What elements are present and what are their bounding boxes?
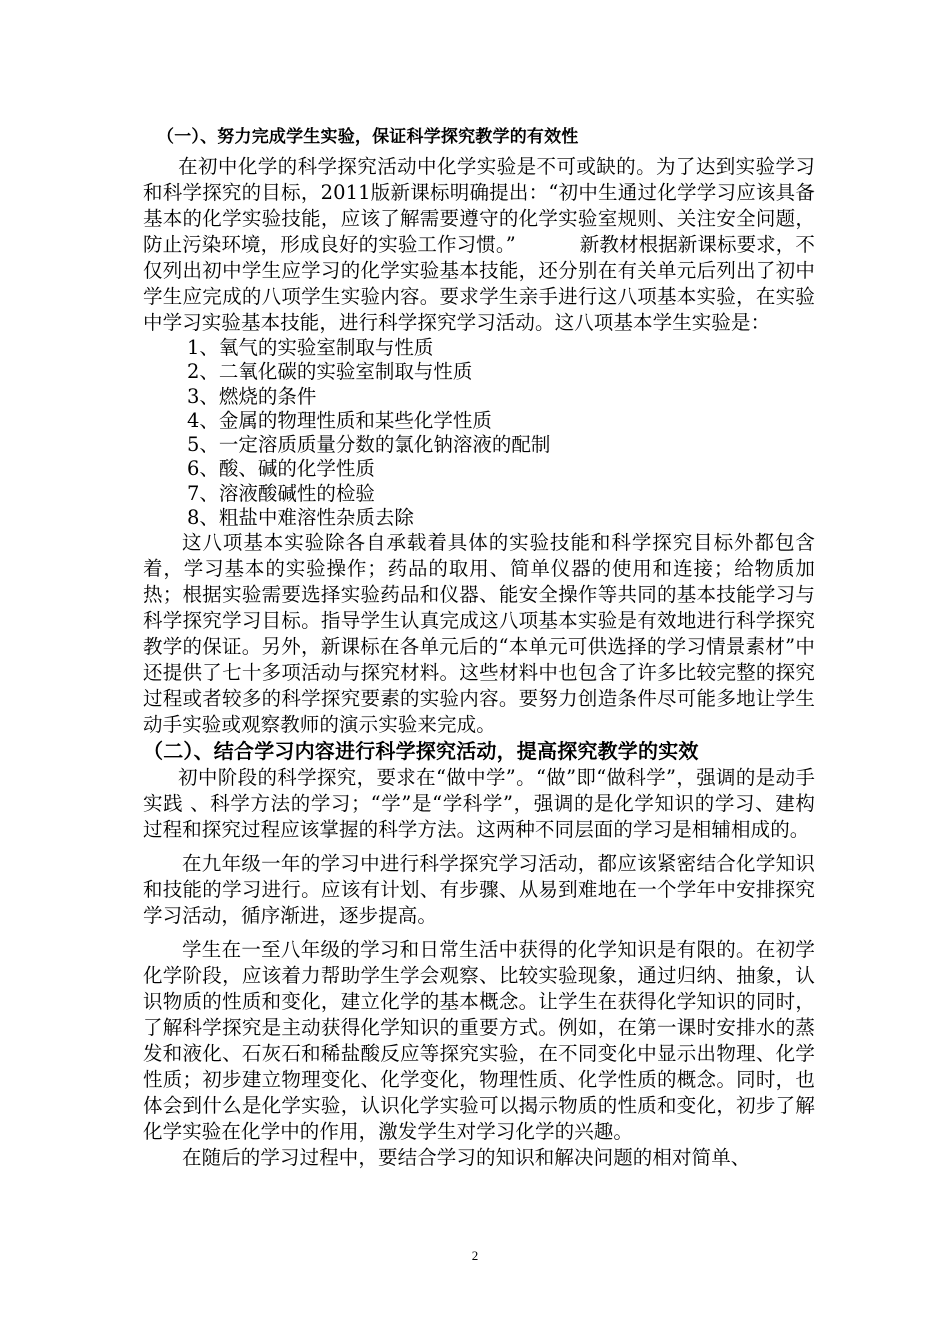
list-item: 8、粗盐中难溶性杂质去除 bbox=[187, 506, 414, 530]
section-1-paragraph-1 bbox=[143, 154, 815, 336]
section-2-paragraph-3: 学生在一至八年级的学习和日常生活中获得的化学知识是有限的。在初学化学阶段，应该着力帮助学生学会观察、比较实验现象，通过归纳、抽象，认识物质的性质和变化，建立化学的基本概念。让学生在获得化学知识的同时，了解科学探究是主动获得化学知识的重要方式。例如，在第一课时安排水的蒸发和液化、石灰石和稀盐酸反应等探究实验，在不同变化中显示出物理、化学性质；初步建立物理变化、化学变化，物理性质、化学性质的概念。同时，也体会到什么是化学实验，认识化学实验可以揭示物质的性质和变化，初步了解化学实验在化学中的作用，激发学生对学习化学的兴趣。 bbox=[143, 938, 815, 1144]
section-2-heading: （二）、结合学习内容进行科学探究活动，提高探究教学的实效 bbox=[143, 739, 699, 764]
list-item: 1、氧气的实验室制取与性质 bbox=[187, 336, 434, 359]
page-number: 2 bbox=[471, 1248, 479, 1263]
section-1-heading: （一）、努力完成学生实验，保证科学探究教学的有效性 bbox=[157, 127, 579, 147]
experiment-list bbox=[143, 336, 815, 530]
list-item: 5、一定溶质质量分数的氯化钠溶液的配制 bbox=[187, 433, 551, 457]
section-2-paragraph-1: 初中阶段的科学探究，要求在“做中学”。“做”即“做科学”，强调的是动手实践 、科学方法的学习；“学”是“学科学”，强调的是化学知识的学习、建构过程和探究过程应该掌握的科学方法。这两种不同层面的学习是相辅相成的。 bbox=[143, 766, 815, 842]
list-item: 6、酸、碱的化学性质 bbox=[187, 457, 375, 481]
section-2-paragraph-2: 在九年级一年的学习中进行科学探究学习活动，都应该紧密结合化学知识和技能的学习进行。应该有计划、有步骤、从易到难地在一个学年中安排探究学习活动，循序渐进，逐步提高。 bbox=[143, 852, 815, 928]
section-2-paragraph-4: 在随后的学习过程中，要结合学习的知识和解决问题的相对简单、 bbox=[182, 1146, 751, 1170]
section-1-paragraph-2: 这八项基本实验除各自承载着具体的实验技能和科学探究目标外都包含着，学习基本的实验操作；药品的取用、简单仪器的使用和连接；给物质加热；根据实验需要选择实验药品和仪器、能安全操作等共同的基本技能学习与科学探究学习目标。指导学生认真完成这八项基本实验是有效地进行科学探究教学的保证。另外，新课标在各单元后的“本单元可供选择的学习情景素材”中还提供了七十多项活动与探究材料。这些材料中也包含了许多比较完整的探究过程或者较多的科学探究要素的实验内容。要努力创造条件尽可能多地让学生动手实验或观察教师的演示实验来完成。 bbox=[143, 531, 815, 737]
section-1-paragraph-1-continuation: 新教材根据新课标要求，不仅列出初中学生应学习的化学实验基本技能，还分别在有关单元后列出了初中学生应完成的八项学生实验内容。要求学生亲手进行这八项基本实验，在实验中学习实验基本技能，进行科学探究学习活动。这八项基本学生实验是： bbox=[143, 233, 815, 334]
list-item: 2、二氧化碳的实验室制取与性质 bbox=[187, 360, 473, 384]
list-item: 3、燃烧的条件 bbox=[187, 384, 317, 408]
section-1-paragraph-1-quote: 在初中化学的科学探究活动中化学实验是不可或缺的。为了达到实验学习和科学探究的目标，2011版新课标明确提出：“初中生通过化学学习应该具备基本的化学实验技能，应该了解需要遵守的化学实验室规则、关注安全问题，防止污染环境，形成良好的实验工作习惯。” bbox=[143, 155, 815, 256]
document-body bbox=[143, 124, 815, 1171]
list-item: 7、溶液酸碱性的检验 bbox=[187, 481, 375, 505]
list-item: 4、金属的物理性质和某些化学性质 bbox=[187, 408, 492, 432]
